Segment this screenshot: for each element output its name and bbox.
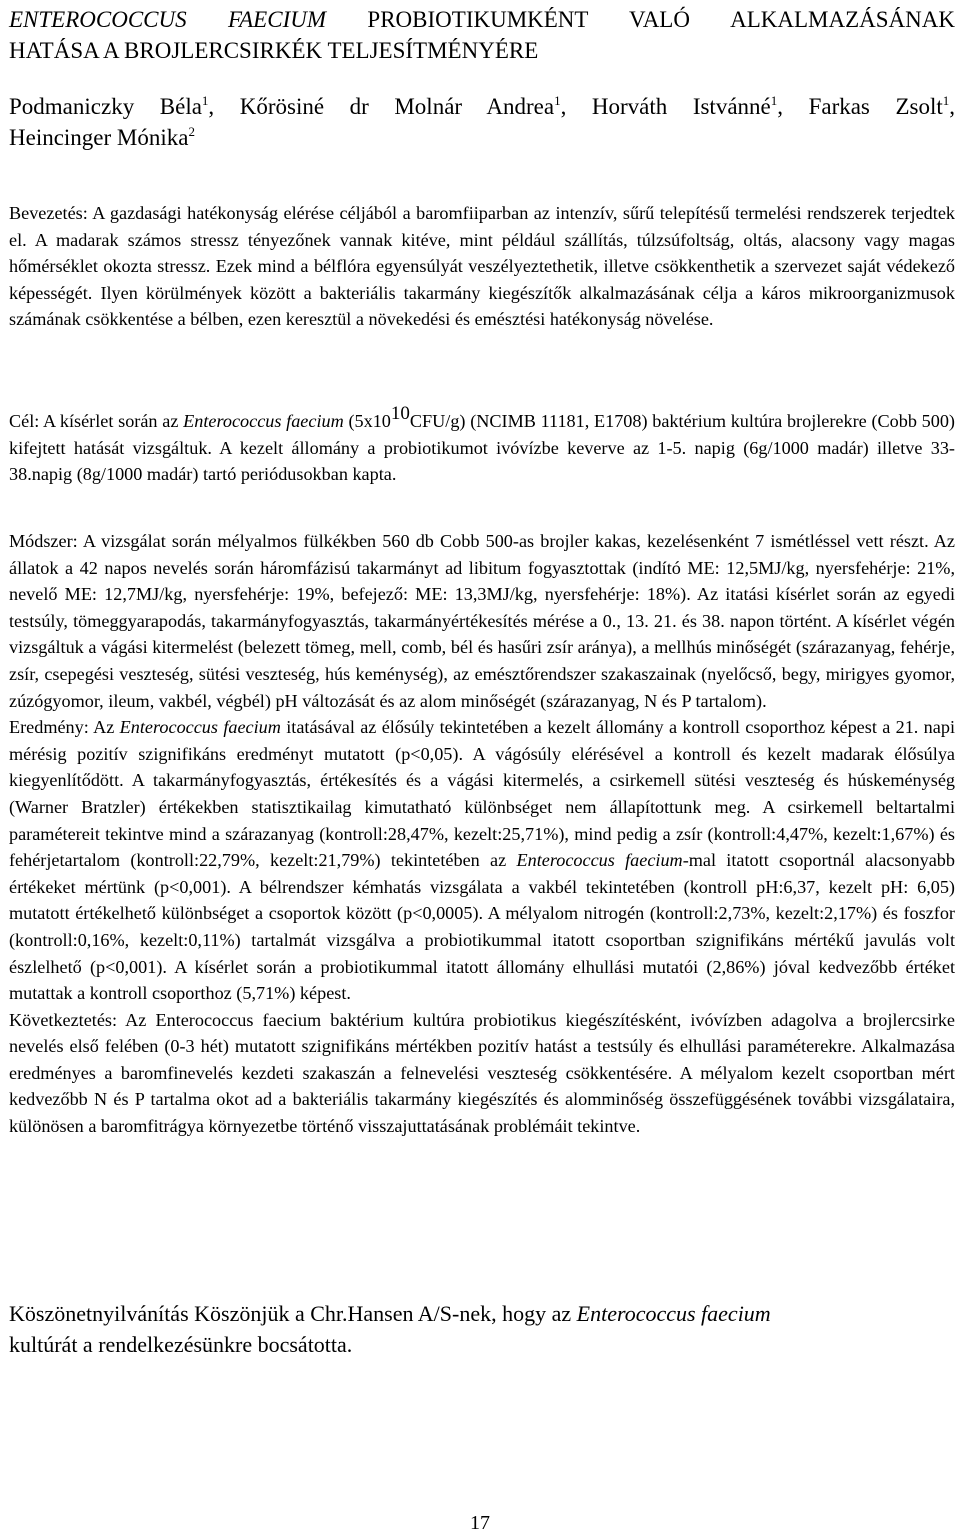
author-5: Heincinger Mónika: [9, 125, 189, 150]
affiliation-mark: 2: [188, 124, 195, 139]
acknowledgement-text-end: kultúrát a rendelkezésünkre bocsátotta.: [9, 1332, 353, 1357]
conclusion-paragraph: Következtetés: Az Enterococcus faecium baktérium kultúra probiotikus kiegészítésként, ivóvízben adagolva a brojlercsirke nevelés első felében (0-3 hét) mutatott szignifikáns mértékben pozitív hatást a testsúly és elhullási paraméterekre. Alkalmazása eredményes a baromfinevelés kezdeti szakaszán a felnevelési veszteség csökkentésére. A mélyalom kezelt csoportban mért kedvezőbb N és P tartalma okot ad a bakteriális takarmány kiegészítés és alomminőség összefüggésének további vizsgálataira, különösen a baromfitrágya környezetbe történő visszajuttatásának problémáit tekintve.: [9, 1009, 955, 1137]
acknowledgement-species-name: Enterococcus faecium: [576, 1301, 771, 1326]
methods-paragraph: Módszer: A vizsgálat során mélyalmos fülkékben 560 db Cobb 500-as brojler kakas, kezelésenként 7 ismétléssel vett részt. Az állatok a 42 napos nevelés során háromfázisú takarmányt ad libitum fogyasztottak (indító ME: 12,5MJ/kg, nyersfehérje: 21%, nevelő ME: 12,7MJ/kg, nyersfehérje: 19%, befejező: ME: 13,3MJ/kg, nyersfehérje: 18%). Az itatási kísérlet során az egyedi testsúly, tömeggyarapodás, takarmányfogyasztás, takarmányértékesítés mérése a 0., 13. 21. és 38. napon történt. A kísérlet végén vizsgáltuk a vágási kitermelést (belezett tömeg, mell, comb, bél és hasűri zsír aránya), a mellhús minőségét (szárazanyag, fehérje, zsír, csepegési veszteség, sütési veszteség, hús keménység), az emésztőrendszer szakaszainak (nyelőcső, begy, mirigyes gyomor, zúzógyomor, ileum, vakbél, végbél) pH változását és az alom minőségét (szárazanyag, N és P tartalom).: [9, 531, 955, 711]
results-species-name-2: Enterococcus faecium: [516, 850, 683, 871]
results-text-1: Eredmény: Az: [9, 717, 120, 738]
title-line-2: HATÁSA A BROJLERCSIRKÉK TELJESÍTMÉNYÉRE: [9, 38, 539, 63]
author-2: , Kőrösiné dr Molnár Andrea: [208, 94, 555, 119]
aim-text-end: CFU/g) (NCIMB 11181, E1708) baktérium kultúra brojlerekre (Cobb 500) kifejtett hatását vizsgáltuk. A kezelt állomány a probiotikumot ivóvízbe keverve az 1-5. napig (6g/1000 madár) illetve 33-38.napig (8g/1000 madár) tartó periódusokban kapta.: [9, 411, 955, 485]
acknowledgement-paragraph: [9, 1298, 955, 1360]
author-1: Podmaniczky Béla: [9, 94, 202, 119]
results-species-name-1: Enterococcus faecium: [119, 717, 281, 738]
author-line-1: [9, 91, 955, 122]
aim-paragraph: [9, 403, 955, 488]
concentration-exponent: 10: [390, 403, 410, 424]
affiliation-mark: 1: [554, 93, 561, 108]
introduction-paragraph: Bevezetés: A gazdasági hatékonyság elérése céljából a baromfiiparban az intenzív, sűrű telepítésű termelési rendszerek terjedtek el. A madarak számos stressz tényezőnek vannak kitéve, mint például szállítás, túlzsúfoltság, oltás, alacsony vagy magas hőmérséklet okozta stressz. Ezek mind a bélflóra egyensúlyát veszélyeztethetik, illetve csökkenthetik a szervezet saját védekező képességét. Ilyen körülmények között a bakteriális takarmány kiegészítők alkalmazásának célja a káros mikroorganizmusok számának csökkentése a bélben, ezen keresztül a növekedési és emésztési hatékonyság növelése.: [9, 203, 955, 330]
aim-concentration: (5x10: [343, 411, 391, 431]
results-text-3: -mal itatott csoportnál alacsonyabb értékeket mértünk (p<0,001). A bélrendszer kémhatás vizsgálata a vakbél tekintetében (kontroll pH:6,37, kezelt pH: 6,05) mutatott értékelhető különbséget a csoportok között (p<0,0005). A mélyalom nitrogén (kontroll:2,73%, kezelt:2,17%) és foszfor (kontroll:0,16%, kezelt:0,11%) tartalmát vizsgálva a probiotikummal itatott csoportban szignifikáns mértékű javulás volt észlelhető (p<0,001). A kísérlet során a probiotikummal itatott állomány elhullási mutatói (2,86%) jóval kedvezőbb értéket mutattak a kontroll csoporthoz (5,71%) képest.: [9, 850, 955, 1004]
page-number: 17: [470, 1512, 490, 1534]
affiliation-mark: 1: [770, 93, 778, 108]
paper-title: [9, 4, 955, 66]
affiliation-mark: 1: [201, 93, 209, 108]
author-3: , Horváth Istvánné: [560, 94, 771, 119]
acknowledgement-text-start: Köszönetnyilvánítás Köszönjük a Chr.Hansen A/S-nek, hogy az: [9, 1301, 577, 1326]
methods-results-block: [9, 528, 955, 1140]
aim-text-start: Cél: A kísérlet során az: [9, 411, 184, 431]
results-paragraph: [9, 714, 955, 1007]
title-species-name: ENTEROCOCCUS FAECIUM: [9, 7, 326, 32]
title-line-1: [9, 4, 955, 35]
aim-species-name: Enterococcus faecium: [183, 411, 344, 431]
author-list: [9, 91, 955, 153]
results-text-2: itatásával az élősúly tekintetében a kezelt állomány a kontroll csoporthoz képest a 21. napi mérésig pozitív szignifikáns eredményt mutatott (p<0,05). A vágósúly elérésével a kontroll és kezelt madarak élősúlya kiegyenlítődött. A takarmányfogyasztás, értékesítés és a vágási kitermelés, a csirkemell sütési veszteség és húskeménység (Warner Bratzler) értékekben statisztikailag kimutatható különbséget nem állapítottunk meg. A csirkemell beltartalmi paramétereit tekintve mind a szárazanyag (kontroll:28,47%, kezelt:25,71%), mind pedig a zsír (kontroll:4,47%, kezelt:1,67%) és fehérjetartalom (kontroll:22,79%, kezelt:21,79%) tekintetében az: [9, 717, 955, 871]
author-separator: ,: [949, 94, 955, 119]
author-4: , Farkas Zsolt: [777, 94, 943, 119]
title-line-1-rest: PROBIOTIKUMKÉNT VALÓ ALKALMAZÁSÁNAK: [367, 7, 955, 32]
affiliation-mark: 1: [942, 93, 950, 108]
